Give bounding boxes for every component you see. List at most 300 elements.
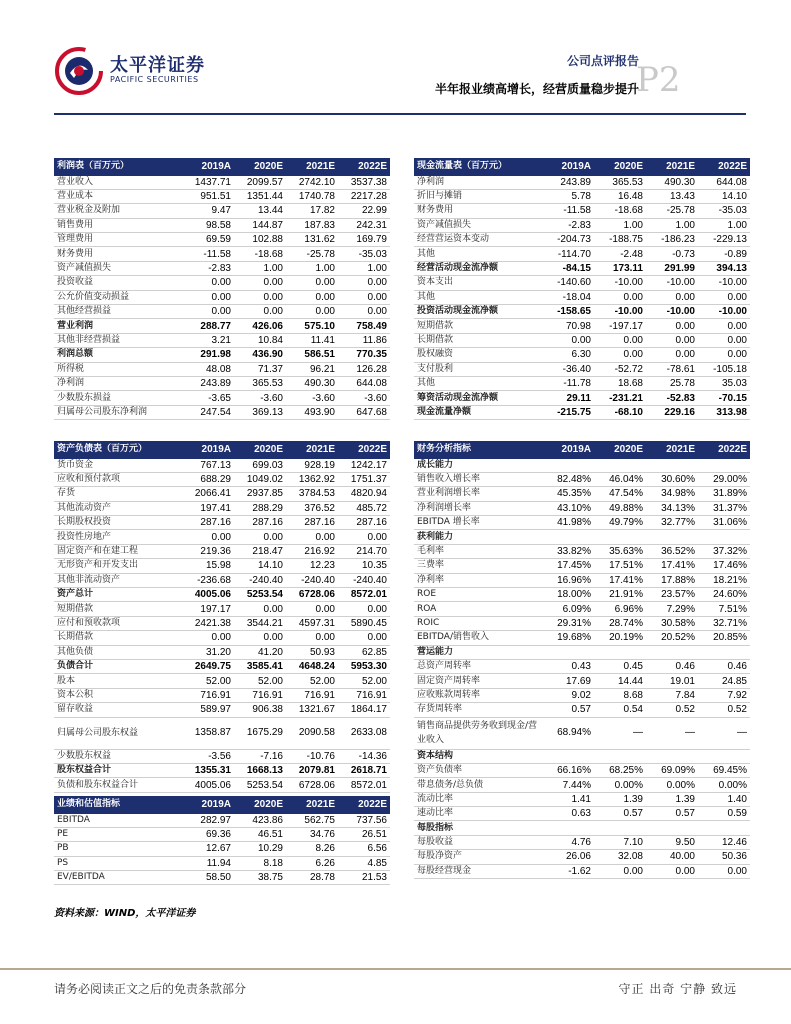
- value-cell: 17.46%: [698, 559, 750, 573]
- value-cell: 2742.10: [286, 175, 338, 189]
- value-cell: 1.40: [698, 792, 750, 806]
- table-title: 现金流量表（百万元）: [414, 158, 542, 175]
- value-cell: 13.44: [234, 204, 286, 218]
- value-cell: 32.71%: [698, 616, 750, 630]
- value-cell: 36.52%: [646, 544, 698, 558]
- row-label: 流动比率: [414, 792, 542, 806]
- value-cell: 5890.45: [338, 616, 390, 630]
- row-label: 无形资产和开发支出: [54, 559, 182, 573]
- year-column-header: 2020E: [234, 441, 286, 458]
- value-cell: 18.00%: [542, 588, 594, 602]
- value-cell: 17.88%: [646, 573, 698, 587]
- value-cell: 48.08: [182, 362, 234, 376]
- year-column-header: 2020E: [594, 441, 646, 458]
- value-cell: 0.00: [182, 276, 234, 290]
- value-cell: 32.08: [594, 850, 646, 864]
- value-cell: 4.85: [338, 856, 390, 870]
- value-cell: 9.50: [646, 835, 698, 849]
- row-label: 其他流动资产: [54, 501, 182, 515]
- value-cell: 3537.38: [338, 175, 390, 189]
- value-cell: 214.70: [338, 544, 390, 558]
- value-cell: 287.16: [234, 516, 286, 530]
- table-row: [54, 559, 390, 573]
- value-cell: 1.00: [338, 261, 390, 275]
- value-cell: 3544.21: [234, 616, 286, 630]
- row-label: 短期借款: [414, 319, 542, 333]
- value-cell: -2.83: [542, 218, 594, 232]
- value-cell: 1.00: [594, 218, 646, 232]
- value-cell: [542, 821, 594, 835]
- value-cell: -52.83: [646, 391, 698, 405]
- row-label: 应付和预收款项: [54, 616, 182, 630]
- value-cell: 169.79: [338, 233, 390, 247]
- table-row: [54, 749, 390, 763]
- value-cell: 1362.92: [286, 472, 338, 486]
- value-cell: 0.52: [646, 703, 698, 717]
- year-column-header: 2021E: [646, 441, 698, 458]
- row-label: 销售商品提供劳务收到现金/营业收入: [414, 717, 542, 749]
- value-cell: [646, 458, 698, 472]
- value-cell: 25.78: [646, 376, 698, 390]
- value-cell: 82.48%: [542, 472, 594, 486]
- table-row: [54, 573, 390, 587]
- value-cell: 46.04%: [594, 472, 646, 486]
- value-cell: 7.10: [594, 835, 646, 849]
- company-logo-mark-icon: [54, 46, 104, 96]
- value-cell: 1355.31: [182, 763, 234, 777]
- value-cell: [698, 645, 750, 659]
- value-cell: —: [646, 717, 698, 749]
- table-title: 业绩和估值指标: [54, 796, 182, 813]
- value-cell: -3.56: [182, 749, 234, 763]
- value-cell: 68.94%: [542, 717, 594, 749]
- value-cell: 12.46: [698, 835, 750, 849]
- value-cell: 102.88: [234, 233, 286, 247]
- value-cell: -10.00: [594, 276, 646, 290]
- value-cell: -2.48: [594, 247, 646, 261]
- value-cell: [594, 458, 646, 472]
- value-cell: 24.60%: [698, 588, 750, 602]
- table-row: [414, 247, 750, 261]
- value-cell: 52.00: [234, 674, 286, 688]
- row-label: 归属母公司股东净利润: [54, 405, 182, 419]
- row-label: 投资活动现金流净额: [414, 305, 542, 319]
- value-cell: 0.00: [234, 530, 286, 544]
- value-cell: 197.41: [182, 501, 234, 515]
- row-label: ROE: [414, 588, 542, 602]
- table-row: [414, 487, 750, 501]
- value-cell: -3.65: [182, 391, 234, 405]
- value-cell: 1668.13: [234, 763, 286, 777]
- value-cell: 365.53: [594, 175, 646, 189]
- table-row: [414, 749, 750, 763]
- year-column-header: 2021E: [286, 796, 338, 813]
- row-label: 每股经营现金: [414, 864, 542, 878]
- row-label: 公允价值变动损益: [54, 290, 182, 304]
- row-label: 货币资金: [54, 458, 182, 472]
- value-cell: -35.03: [698, 204, 750, 218]
- row-label: 每股指标: [414, 821, 542, 835]
- value-cell: 737.56: [338, 813, 390, 827]
- value-cell: 423.86: [234, 813, 286, 827]
- value-cell: 34.76: [286, 827, 338, 841]
- value-cell: 69.59: [182, 233, 234, 247]
- value-cell: 313.98: [698, 405, 750, 419]
- value-cell: 34.13%: [646, 501, 698, 515]
- value-cell: 52.00: [338, 674, 390, 688]
- value-cell: -18.68: [594, 204, 646, 218]
- value-cell: 2079.81: [286, 763, 338, 777]
- value-cell: 24.85: [698, 674, 750, 688]
- value-cell: 0.59: [698, 807, 750, 821]
- value-cell: 490.30: [286, 376, 338, 390]
- row-label: 所得税: [54, 362, 182, 376]
- value-cell: 28.78: [286, 871, 338, 885]
- row-label: 资产减值损失: [414, 218, 542, 232]
- table-row: [414, 778, 750, 792]
- value-cell: [646, 530, 698, 544]
- value-cell: -240.40: [338, 573, 390, 587]
- value-cell: [594, 821, 646, 835]
- value-cell: 69.45%: [698, 763, 750, 777]
- row-label: ROIC: [414, 616, 542, 630]
- value-cell: 0.00: [234, 290, 286, 304]
- value-cell: 0.45: [594, 659, 646, 673]
- value-cell: 0.00: [234, 305, 286, 319]
- value-cell: 0.00: [286, 276, 338, 290]
- row-label: 总资产周转率: [414, 659, 542, 673]
- value-cell: -25.78: [286, 247, 338, 261]
- table-row: [54, 189, 390, 203]
- table-row: [414, 218, 750, 232]
- table-row: [54, 616, 390, 630]
- value-cell: 47.54%: [594, 487, 646, 501]
- value-cell: -1.62: [542, 864, 594, 878]
- value-cell: 16.48: [594, 189, 646, 203]
- logo-chinese-name: 太平洋证券: [110, 55, 205, 76]
- cash-flow-table: [414, 158, 750, 420]
- value-cell: 2099.57: [234, 175, 286, 189]
- table-row: [54, 659, 390, 673]
- table-row: [54, 688, 390, 702]
- value-cell: 0.00: [338, 602, 390, 616]
- value-cell: 0.00: [646, 348, 698, 362]
- value-cell: -231.21: [594, 391, 646, 405]
- value-cell: 0.00: [338, 276, 390, 290]
- value-cell: 7.84: [646, 688, 698, 702]
- table-row: [54, 472, 390, 486]
- row-label: 投资性房地产: [54, 530, 182, 544]
- table-row: [414, 559, 750, 573]
- table-row: [414, 276, 750, 290]
- page-number: P2: [636, 60, 681, 100]
- value-cell: 31.37%: [698, 501, 750, 515]
- value-cell: 0.00: [698, 319, 750, 333]
- value-cell: 688.29: [182, 472, 234, 486]
- value-cell: -188.75: [594, 233, 646, 247]
- value-cell: 282.97: [182, 813, 234, 827]
- row-label: 财务费用: [414, 204, 542, 218]
- value-cell: 436.90: [234, 348, 286, 362]
- table-row: [414, 674, 750, 688]
- value-cell: -18.04: [542, 290, 594, 304]
- row-label: 经营营运资本变动: [414, 233, 542, 247]
- value-cell: 8.68: [594, 688, 646, 702]
- value-cell: 4005.06: [182, 778, 234, 792]
- value-cell: -52.72: [594, 362, 646, 376]
- table-row: [54, 276, 390, 290]
- year-column-header: 2022E: [698, 441, 750, 458]
- value-cell: 1.39: [646, 792, 698, 806]
- table-row: [414, 204, 750, 218]
- table-row: [54, 763, 390, 777]
- row-label: EBITDA: [54, 813, 182, 827]
- value-cell: -10.00: [646, 276, 698, 290]
- table-row: [54, 717, 390, 749]
- value-cell: 34.98%: [646, 487, 698, 501]
- value-cell: 32.77%: [646, 516, 698, 530]
- value-cell: -3.60: [338, 391, 390, 405]
- row-label: 获利能力: [414, 530, 542, 544]
- company-motto: 守正 出奇 宁静 致远: [618, 982, 737, 996]
- value-cell: 46.51: [234, 827, 286, 841]
- row-label: 资本公积: [54, 688, 182, 702]
- value-cell: 5253.54: [234, 778, 286, 792]
- row-label: 短期借款: [54, 602, 182, 616]
- value-cell: 1358.87: [182, 717, 234, 749]
- value-cell: -105.18: [698, 362, 750, 376]
- value-cell: 17.41%: [594, 573, 646, 587]
- row-label: 负债和股东权益合计: [54, 778, 182, 792]
- value-cell: 0.46: [698, 659, 750, 673]
- value-cell: 98.58: [182, 218, 234, 232]
- row-label: 少数股东权益: [54, 749, 182, 763]
- value-cell: 4005.06: [182, 588, 234, 602]
- value-cell: 4648.24: [286, 659, 338, 673]
- value-cell: 4.76: [542, 835, 594, 849]
- value-cell: 17.82: [286, 204, 338, 218]
- table-row: [414, 501, 750, 515]
- table-row: [414, 362, 750, 376]
- value-cell: 14.10: [698, 189, 750, 203]
- table-row: [414, 703, 750, 717]
- table-row: [414, 631, 750, 645]
- value-cell: [542, 530, 594, 544]
- row-label: EV/EBITDA: [54, 871, 182, 885]
- value-cell: 14.10: [234, 559, 286, 573]
- value-cell: 218.47: [234, 544, 286, 558]
- value-cell: 31.06%: [698, 516, 750, 530]
- value-cell: 770.35: [338, 348, 390, 362]
- value-cell: 699.03: [234, 458, 286, 472]
- row-label: 其他非流动资产: [54, 573, 182, 587]
- value-cell: 0.00: [338, 305, 390, 319]
- value-cell: -78.61: [646, 362, 698, 376]
- value-cell: -236.68: [182, 573, 234, 587]
- value-cell: -10.76: [286, 749, 338, 763]
- table-row: [54, 856, 390, 870]
- year-column-header: 2020E: [234, 796, 286, 813]
- table-row: [54, 674, 390, 688]
- value-cell: 173.11: [594, 261, 646, 275]
- value-cell: 52.00: [286, 674, 338, 688]
- value-cell: 43.10%: [542, 501, 594, 515]
- row-label: 净利润: [414, 175, 542, 189]
- value-cell: 716.91: [234, 688, 286, 702]
- row-label: 带息债务/总负债: [414, 778, 542, 792]
- value-cell: 394.13: [698, 261, 750, 275]
- row-label: 固定资产周转率: [414, 674, 542, 688]
- value-cell: 0.00: [286, 530, 338, 544]
- table-row: [414, 472, 750, 486]
- year-column-header: 2019A: [182, 158, 234, 175]
- table-row: [54, 516, 390, 530]
- table-row: [414, 821, 750, 835]
- table-row: [414, 688, 750, 702]
- value-cell: -3.60: [234, 391, 286, 405]
- value-cell: 20.85%: [698, 631, 750, 645]
- financial-ratios-table: [414, 441, 750, 879]
- table-row: [54, 602, 390, 616]
- value-cell: -0.89: [698, 247, 750, 261]
- row-label: 净利润: [54, 376, 182, 390]
- table-row: [414, 864, 750, 878]
- value-cell: 0.00%: [698, 778, 750, 792]
- value-cell: [542, 645, 594, 659]
- value-cell: 38.75: [234, 871, 286, 885]
- value-cell: 0.00: [182, 305, 234, 319]
- value-cell: 28.74%: [594, 616, 646, 630]
- value-cell: 17.51%: [594, 559, 646, 573]
- table-row: [54, 501, 390, 515]
- table-header-row: [54, 158, 390, 175]
- value-cell: 243.89: [182, 376, 234, 390]
- value-cell: 0.52: [698, 703, 750, 717]
- table-row: [414, 376, 750, 390]
- valuation-table: [54, 796, 390, 885]
- value-cell: 288.77: [182, 319, 234, 333]
- report-headline: 半年报业绩高增长，经营质量稳步提升: [434, 82, 639, 96]
- table-row: [54, 778, 390, 792]
- row-label: 营业税金及附加: [54, 204, 182, 218]
- value-cell: -11.58: [182, 247, 234, 261]
- value-cell: 0.00: [338, 530, 390, 544]
- table-row: [54, 333, 390, 347]
- value-cell: 906.38: [234, 703, 286, 717]
- table-row: [54, 305, 390, 319]
- value-cell: 3784.53: [286, 487, 338, 501]
- value-cell: 0.00: [182, 290, 234, 304]
- row-label: PS: [54, 856, 182, 870]
- value-cell: 644.08: [698, 175, 750, 189]
- table-row: [414, 588, 750, 602]
- row-label: 资产负债率: [414, 763, 542, 777]
- row-label: 存货周转率: [414, 703, 542, 717]
- table-row: [54, 362, 390, 376]
- table-row: [54, 842, 390, 856]
- value-cell: 7.44%: [542, 778, 594, 792]
- value-cell: 0.00: [698, 333, 750, 347]
- row-label: 净利润增长率: [414, 501, 542, 515]
- value-cell: 0.57: [542, 703, 594, 717]
- row-label: ROA: [414, 602, 542, 616]
- value-cell: -2.83: [182, 261, 234, 275]
- report-type: 公司点评报告: [566, 54, 639, 68]
- table-row: [414, 544, 750, 558]
- value-cell: 6728.06: [286, 778, 338, 792]
- row-label: 投资收益: [54, 276, 182, 290]
- row-label: 其他: [414, 247, 542, 261]
- value-cell: 6.56: [338, 842, 390, 856]
- value-cell: 41.20: [234, 645, 286, 659]
- value-cell: 1751.37: [338, 472, 390, 486]
- value-cell: -36.40: [542, 362, 594, 376]
- row-label: 股权融资: [414, 348, 542, 362]
- table-row: [54, 233, 390, 247]
- year-column-header: 2022E: [338, 158, 390, 175]
- value-cell: 493.90: [286, 405, 338, 419]
- value-cell: 26.06: [542, 850, 594, 864]
- value-cell: 131.62: [286, 233, 338, 247]
- row-label: 应收和预付款项: [54, 472, 182, 486]
- value-cell: 68.25%: [594, 763, 646, 777]
- value-cell: 1.00: [646, 218, 698, 232]
- value-cell: 0.00: [234, 631, 286, 645]
- value-cell: 0.00: [646, 864, 698, 878]
- logo-english-name: PACIFIC SECURITIES: [110, 75, 199, 84]
- value-cell: 69.09%: [646, 763, 698, 777]
- value-cell: 562.75: [286, 813, 338, 827]
- value-cell: 928.19: [286, 458, 338, 472]
- value-cell: 0.54: [594, 703, 646, 717]
- row-label: 筹资活动现金流净额: [414, 391, 542, 405]
- table-title: 资产负债表（百万元）: [54, 441, 182, 458]
- value-cell: 716.91: [182, 688, 234, 702]
- value-cell: 23.57%: [646, 588, 698, 602]
- value-cell: 1351.44: [234, 189, 286, 203]
- row-label: 其他经营损益: [54, 305, 182, 319]
- value-cell: -68.10: [594, 405, 646, 419]
- value-cell: 33.82%: [542, 544, 594, 558]
- value-cell: —: [698, 717, 750, 749]
- value-cell: 2649.75: [182, 659, 234, 673]
- table-row: [54, 588, 390, 602]
- value-cell: 426.06: [234, 319, 286, 333]
- value-cell: 31.89%: [698, 487, 750, 501]
- value-cell: 1321.67: [286, 703, 338, 717]
- table-row: [54, 827, 390, 841]
- value-cell: 30.60%: [646, 472, 698, 486]
- value-cell: 287.16: [182, 516, 234, 530]
- table-header-row: [414, 158, 750, 175]
- value-cell: 287.16: [286, 516, 338, 530]
- value-cell: 16.96%: [542, 573, 594, 587]
- value-cell: 6.96%: [594, 602, 646, 616]
- value-cell: 287.16: [338, 516, 390, 530]
- value-cell: 197.17: [182, 602, 234, 616]
- value-cell: 758.49: [338, 319, 390, 333]
- row-label: 现金流量净额: [414, 405, 542, 419]
- balance-sheet-table: [54, 441, 390, 793]
- value-cell: -7.16: [234, 749, 286, 763]
- row-label: 营业利润: [54, 319, 182, 333]
- value-cell: 9.47: [182, 204, 234, 218]
- value-cell: 3.21: [182, 333, 234, 347]
- value-cell: -70.15: [698, 391, 750, 405]
- value-cell: 0.00: [542, 333, 594, 347]
- table-row: [414, 189, 750, 203]
- value-cell: 1740.78: [286, 189, 338, 203]
